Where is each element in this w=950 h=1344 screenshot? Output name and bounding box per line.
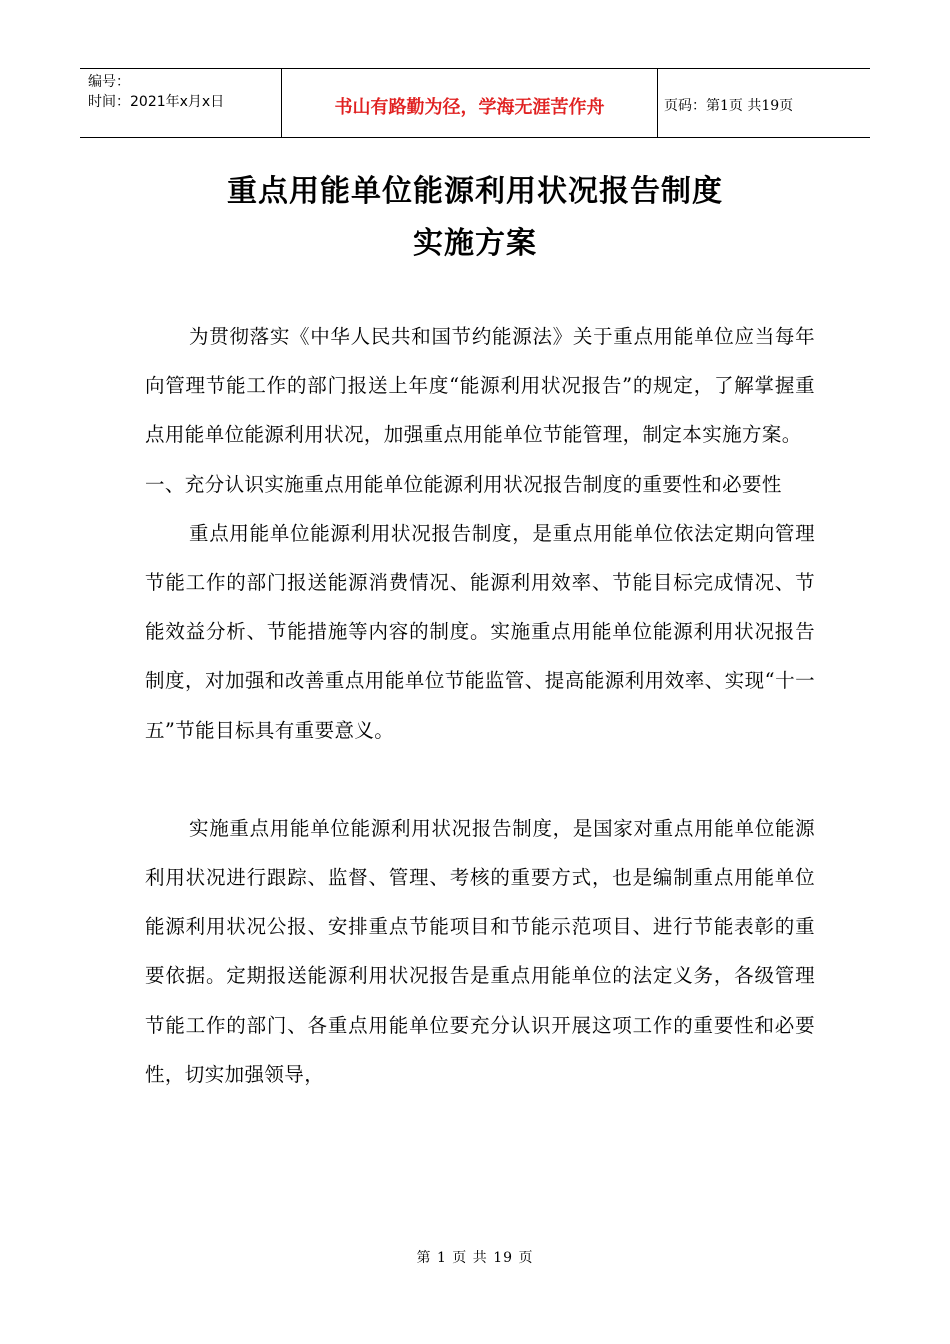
header-page-info: 页码：第1页 共19页 xyxy=(664,98,794,114)
section-heading-1: 一、充分认识实施重点用能单位能源利用状况报告制度的重要性和必要性 xyxy=(145,472,782,496)
document-header xyxy=(80,68,870,138)
document-number-label: 编号： xyxy=(88,74,130,90)
document-title-line1: 重点用能单位能源利用状况报告制度 xyxy=(227,174,723,209)
header-motto: 书山有路勤为径，学海无涯苦作舟 xyxy=(334,97,605,118)
header-motto-cell xyxy=(282,69,658,137)
document-time-label: 时间：2021年x月x日 xyxy=(88,94,225,110)
paragraph-2: 重点用能单位能源利用状况报告制度，是重点用能单位依法定期向管理节能工作的部门报送能源消费情况、能源利用效率、节能目标完成情况、节能效益分析、节能措施等内容的制度。实施重点用能单位能源利用状况报告制度，对加强和改善重点用能单位节能监管、提高能源利用效率、实现“十一五”节能目标具有重要意义。 xyxy=(145,521,815,742)
paragraph-intro: 为贯彻落实《中华人民共和国节约能源法》关于重点用能单位应当每年向管理节能工作的部门报送上年度“能源利用状况报告”的规定，了解掌握重点用能单位能源利用状况，加强重点用能单位节能管理，制定本实施方案。 xyxy=(145,325,815,447)
header-page-cell xyxy=(658,69,870,137)
page-footer: 第 1 页 共 19 页 xyxy=(416,1250,534,1266)
document-title-line2: 实施方案 xyxy=(413,226,537,261)
paragraph-spacer xyxy=(145,755,815,804)
header-meta-cell xyxy=(80,69,282,137)
document-body xyxy=(145,312,815,1099)
paragraph-3: 实施重点用能单位能源利用状况报告制度，是国家对重点用能单位能源利用状况进行跟踪、监督、管理、考核的重要方式，也是编制重点用能单位能源利用状况公报、安排重点节能项目和节能示范项目、进行节能表彰的重要依据。定期报送能源利用状况报告是重点用能单位的法定义务，各级管理节能工作的部门、各重点用能单位要充分认识开展这项工作的重要性和必要性，切实加强领导， xyxy=(145,816,815,1086)
